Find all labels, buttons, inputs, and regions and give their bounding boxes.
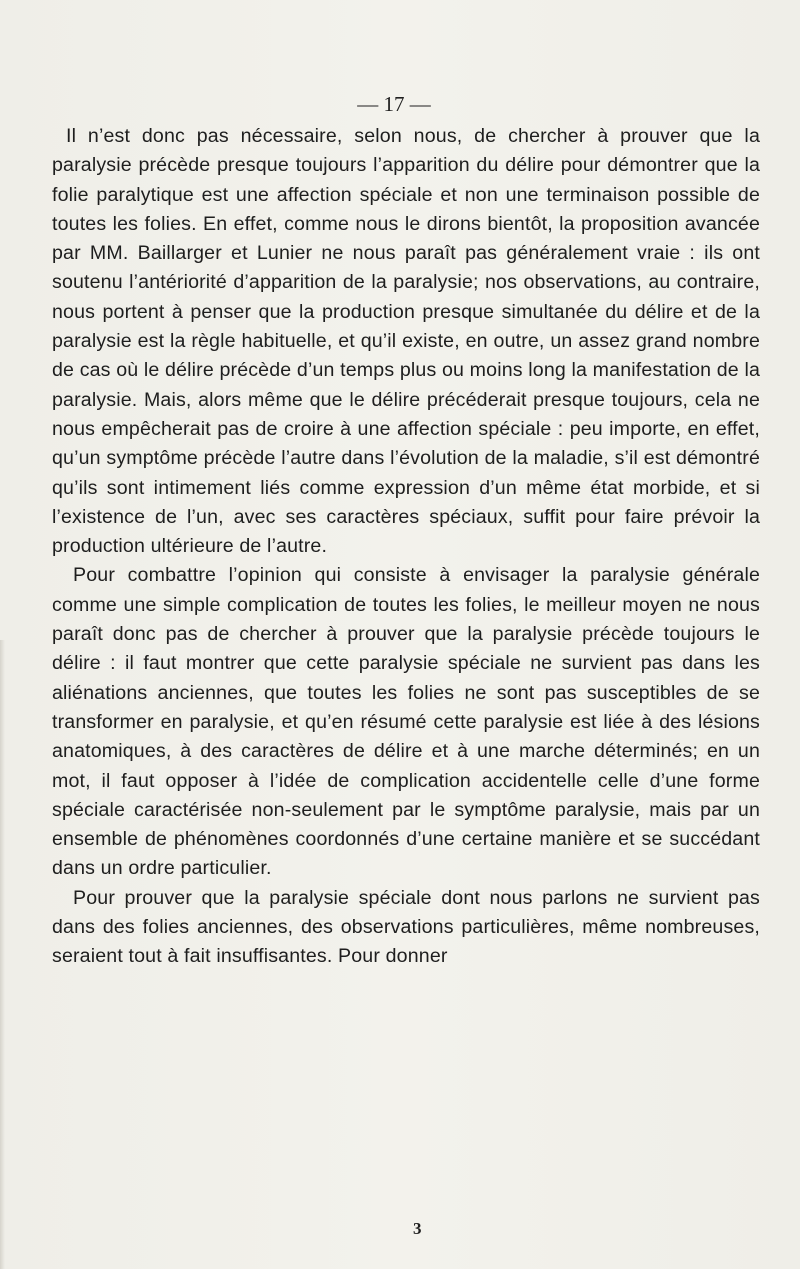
- paragraph-3: Pour prouver que la paralysie spéciale dont nous parlons ne survient pas dans des folies anciennes, des observations particulières, même nombreuses, seraient tout à fait insuffisantes. Pour donner: [52, 886, 760, 968]
- signature-mark: 3: [413, 1219, 422, 1238]
- paragraph-1: Il n’est donc pas nécessaire, selon nous, de chercher à prouver que la paralysie précède presque toujours l’apparition du délire pour démontrer que la folie paralytique est une affection spéciale et non une terminaison possible de toutes les folies. En effet, comme nous le dirons bientôt, la proposition avancée par MM. Baillarger et Lunier ne nous paraît pas généralement vraie : ils ont soutenu l’antériorité d’apparition de la paralysie; nos observations, au contraire, nous portent à penser que la production presque simultanée du délire et de la paralysie est la règle habituelle, et qu’il existe, en outre, un assez grand nombre de cas où le délire précède d’un temps plus ou moins long la manifestation de la paralysie. Mais, alors même que le délire précéderait presque toujours, cela ne nous empêcherait pas de croire à une affection spéciale : peu importe, en effet, qu’un symptôme précède l’autre dans l’évolution de la maladie, s’il est démontré qu’ils sont intimement liés comme expression d’un même état morbide, et si l’existence de l’un, avec ses caractères spéciaux, suffit pour faire prévoir la production ultérieure de l’autre.: [52, 125, 760, 558]
- page-edge-shadow: [0, 640, 5, 1269]
- paragraph-2: Pour combattre l’opinion qui consiste à envisager la paralysie générale comme une simple complication de toutes les folies, le meilleur moyen ne nous paraît donc pas de chercher à prouver que la paralysie précède toujours le délire : il faut montrer que cette paralysie spéciale ne survient pas dans les aliénations anciennes, que toutes les folies ne sont pas susceptibles de se transformer en paralysie, et qu’en résumé cette paralysie est liée à des lésions anatomiques, à des caractères de délire et à une marche déterminés; en un mot, il faut opposer à l’idée de complication accidentelle celle d’une forme spéciale caractérisée non-seulement par le symptôme paralysie, mais par un ensemble de phénomènes coordonnés d’une certaine manière et se succédant dans un ordre particulier.: [52, 564, 760, 880]
- body-text: [52, 122, 760, 972]
- page-number: — 17 —: [357, 92, 431, 116]
